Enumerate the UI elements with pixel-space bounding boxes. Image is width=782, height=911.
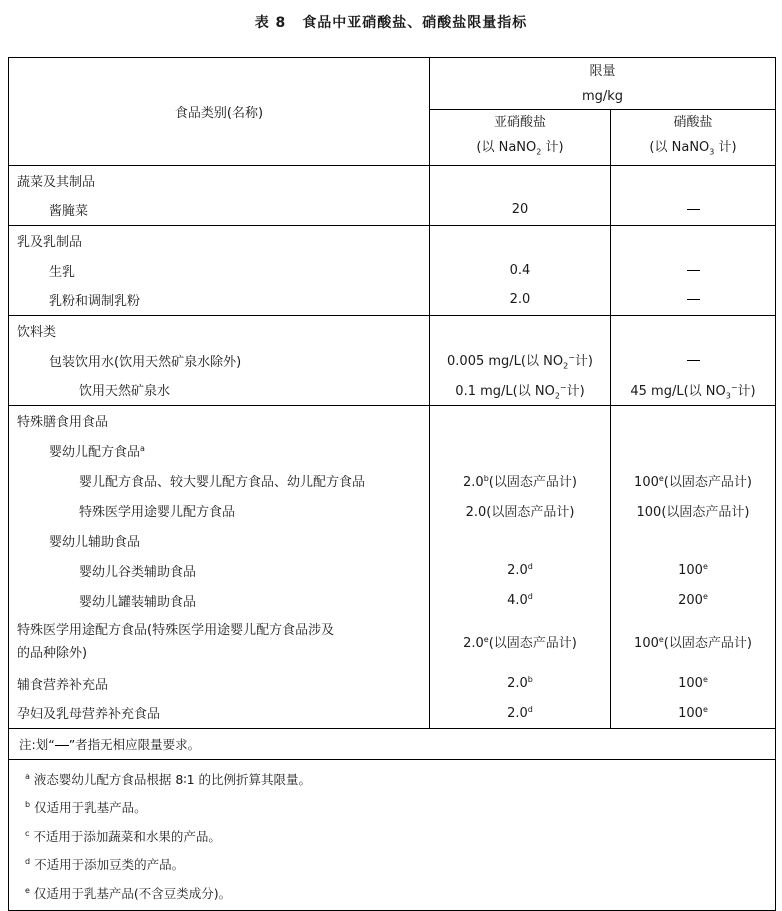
- group-label: 饮料类: [9, 315, 430, 345]
- group-label: 乳及乳制品: [9, 225, 430, 255]
- table-row: [9, 525, 776, 555]
- nitrite-value: 0.1 mg/L(以 $NO_2^-$计): [430, 375, 611, 405]
- food-name: 婴幼儿罐装辅助食品: [9, 585, 430, 615]
- nitrate-value: 45 mg/L(以 $NO_3^-$计): [611, 375, 776, 405]
- footnotes-row: [9, 759, 776, 911]
- nitrate-value: 100e: [611, 668, 776, 698]
- limits-table: [8, 57, 776, 911]
- food-name: 生乳: [9, 255, 430, 285]
- food-name: 特殊医学用途婴儿配方食品: [9, 495, 430, 525]
- nitrite-value: 2.0$^b$(以固态产品计): [430, 465, 611, 495]
- table-title: [0, 12, 782, 32]
- footnotes: [9, 759, 776, 911]
- nitrite-value: 0.4: [430, 255, 611, 285]
- header-nitrate: [611, 110, 776, 166]
- footnote-c: $^c$ 不适用于添加蔬菜和水果的产品。: [25, 828, 221, 844]
- nitrate-value: 100e: [611, 555, 776, 585]
- header-nitrite: [430, 110, 611, 166]
- table-row: [9, 255, 776, 285]
- nitrate-value: [611, 195, 776, 225]
- food-name: 酱腌菜: [9, 195, 430, 225]
- food-name: 辅食营养补充品: [9, 668, 430, 698]
- header-nitrite-basis: (以 NaNO$_2$ 计): [476, 140, 564, 157]
- table-row: [9, 165, 776, 195]
- nitrate-value: 100e: [611, 698, 776, 728]
- footnote-d: $^d$ 不适用于添加豆类的产品。: [25, 857, 185, 873]
- table-caption: 食品中亚硝酸盐、硝酸盐限量指标: [302, 15, 528, 31]
- nitrate-value: [611, 345, 776, 375]
- group-label: 特殊膳食用食品: [9, 405, 430, 435]
- table-row: [9, 465, 776, 495]
- food-name: 特殊医学用途配方食品(特殊医学用途婴儿配方食品涉及 的品种除外): [9, 615, 430, 668]
- nitrate-value: 100(以固态产品计): [611, 495, 776, 525]
- table-note: 注:划“ ”者指无相应限量要求。: [9, 728, 776, 759]
- footnote-e: $^e$ 仅适用于乳基产品(不含豆类成分)。: [25, 885, 232, 901]
- header-limit-label: 限量: [589, 63, 616, 79]
- table-row: [9, 375, 776, 405]
- header-category: 食品类别(名称): [9, 58, 430, 166]
- food-name: 孕妇及乳母营养补充食品: [9, 698, 430, 728]
- header-nitrite-name: 亚硝酸盐: [493, 115, 546, 130]
- no-limit-dash: [55, 745, 69, 746]
- nitrate-value: 200e: [611, 585, 776, 615]
- table-row: [9, 225, 776, 255]
- group-label: 蔬菜及其制品: [9, 165, 430, 195]
- nitrite-value: 2.0: [430, 285, 611, 315]
- table-row: [9, 315, 776, 345]
- nitrite-value: 2.0(以固态产品计): [430, 495, 611, 525]
- table-row: [9, 615, 776, 668]
- header-row-1: [9, 58, 776, 110]
- header-nitrate-name: 硝酸盐: [673, 115, 713, 130]
- nitrite-value: 2.0$^b$: [430, 668, 611, 698]
- header-nitrate-basis: (以 NaNO$_3$ 计): [649, 140, 737, 157]
- footnote-b: $^b$ 仅适用于乳基产品。: [25, 800, 147, 816]
- food-name: 包装饮用水(饮用天然矿泉水除外): [9, 345, 430, 375]
- nitrite-value: 2.0$^d$: [430, 698, 611, 728]
- subgroup-label: 婴幼儿辅助食品: [9, 525, 430, 555]
- nitrite-value: 2.0$^d$: [430, 555, 611, 585]
- table-row: [9, 285, 776, 315]
- table-row: [9, 405, 776, 435]
- nitrite-value: 2.0e(以固态产品计): [430, 615, 611, 668]
- header-unit: mg/kg: [581, 88, 624, 104]
- nitrite-value: 0.005 mg/L(以 $NO_2^-$计): [430, 345, 611, 375]
- nitrate-value: 100e(以固态产品计): [611, 615, 776, 668]
- no-limit-dash: [687, 270, 700, 271]
- no-limit-dash: [687, 360, 700, 361]
- no-limit-dash: [687, 299, 700, 300]
- no-limit-dash: [687, 209, 700, 210]
- note-row: [9, 728, 776, 759]
- table-row: [9, 435, 776, 465]
- nitrite-value: 4.0$^d$: [430, 585, 611, 615]
- subgroup-label: 婴幼儿配方食品$^a$: [9, 435, 430, 465]
- table-row: [9, 585, 776, 615]
- table-row: [9, 345, 776, 375]
- nitrate-value: 100e(以固态产品计): [611, 465, 776, 495]
- table-row: [9, 195, 776, 225]
- footnote-a: $^a$ 液态婴幼儿配方食品根据 8∶1 的比例折算其限量。: [25, 771, 311, 787]
- table-row: [9, 668, 776, 698]
- food-name: 饮用天然矿泉水: [9, 375, 430, 405]
- food-name: 婴幼儿谷类辅助食品: [9, 555, 430, 585]
- food-name: 乳粉和调制乳粉: [9, 285, 430, 315]
- table-number: 表 8: [254, 15, 287, 31]
- food-name: 婴儿配方食品、较大婴儿配方食品、幼儿配方食品: [9, 465, 430, 495]
- nitrate-value: [611, 285, 776, 315]
- table-row: [9, 495, 776, 525]
- header-limit: [430, 58, 776, 110]
- table-row: [9, 698, 776, 728]
- table-row: [9, 555, 776, 585]
- nitrite-value: 20: [430, 195, 611, 225]
- nitrate-value: [611, 255, 776, 285]
